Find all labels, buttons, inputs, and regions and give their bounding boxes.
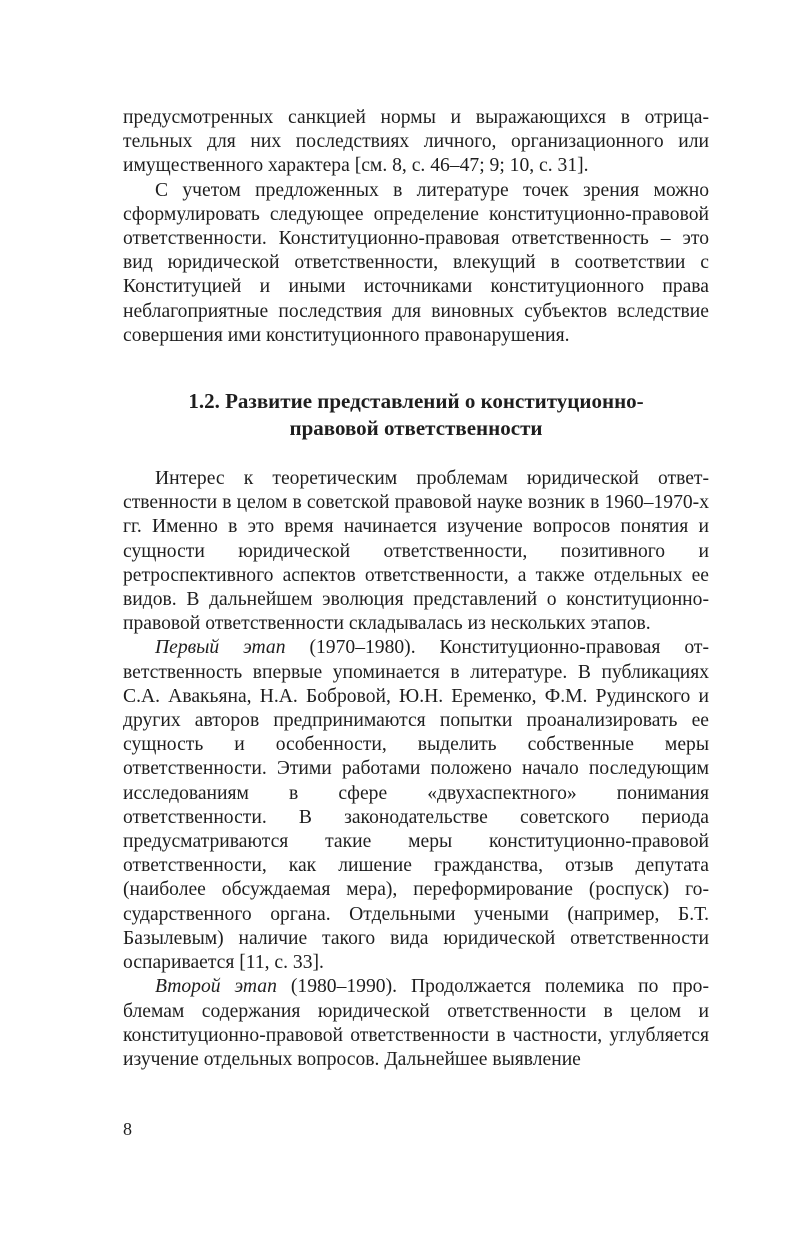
page-number: 8 bbox=[123, 1119, 132, 1139]
second-stage-text: (1980–1990). Продолжается полемика по проблемам содержания юридической ответственности в целом и конституционно-правовой ответственности в частности, углубляется изучение отдельных вопросов. Дальнейшее выявление bbox=[123, 976, 709, 1070]
first-stage-text: (1970–1980). Конституционно-правовая ответственность впервые упоминается в литературе. В публикациях С.А. Авакьяна, Н.А. Бобровой, Ю.Н. Еременко, Ф.М. Рудинского и других авторов предпринимаются попытки проанализировать ее сущность и особенности, выделить собственные меры ответственности. Этими работами положено начало последующим исследованиям в сфере «двухаспектного» понимания ответственности. В законодательстве советского периода предусматриваются такие меры конституционно-правовой ответственности, как лишение гражданства, отзыв депутата (наиболее обсуждаемая мера), переформирование (роспуск) государственного органа. Отдельными учеными (например, Б.Т. Базылевым) наличие такого вида юридической ответственности оспаривается [11, с. 33]. bbox=[123, 637, 709, 974]
paragraph-intro: Интерес к теоретическим проблемам юридической ответственности в целом в советской правовой науке возник в 1960–1970-х гг. Именно в это время начинается изучение вопросов понятия и сущности юридической ответственности, позитивного и ретроспективного аспектов ответственности, а также отдельных ее видов. В дальнейшем эволюция представлений о конституционно-правовой ответственности складывалась из нескольких этапов. bbox=[123, 468, 709, 635]
section-heading bbox=[123, 388, 709, 442]
section-heading-line-2: правовой ответственности bbox=[289, 416, 543, 441]
paragraph-first-stage bbox=[123, 636, 709, 975]
paragraph-continuation: предусмотренных санкцией нормы и выражающихся в отрицательных для них последствиях личного, организационного или имущественного характера [см. 8, с. 46–47; 9; 10, с. 31]. bbox=[123, 107, 709, 177]
paragraph-definition: С учетом предложенных в литературе точек зрения можно сформулировать следующее определение конституционно-правовой ответственности. Конституционно-правовая ответственность – это вид юридической ответственности, влекущий в соответствии с Конституцией и иными источниками конституционного права неблагоприятные последствия для виновных субъектов вследствие совершения ими конституционного правонарушения. bbox=[123, 179, 709, 346]
page-body bbox=[123, 106, 709, 1072]
second-stage-label: Второй этап bbox=[155, 976, 277, 998]
first-stage-label: Первый этап bbox=[155, 637, 286, 659]
paragraph-second-stage bbox=[123, 975, 709, 1072]
section-heading-line-1: 1.2. Развитие представлений о конституционно- bbox=[188, 389, 644, 414]
